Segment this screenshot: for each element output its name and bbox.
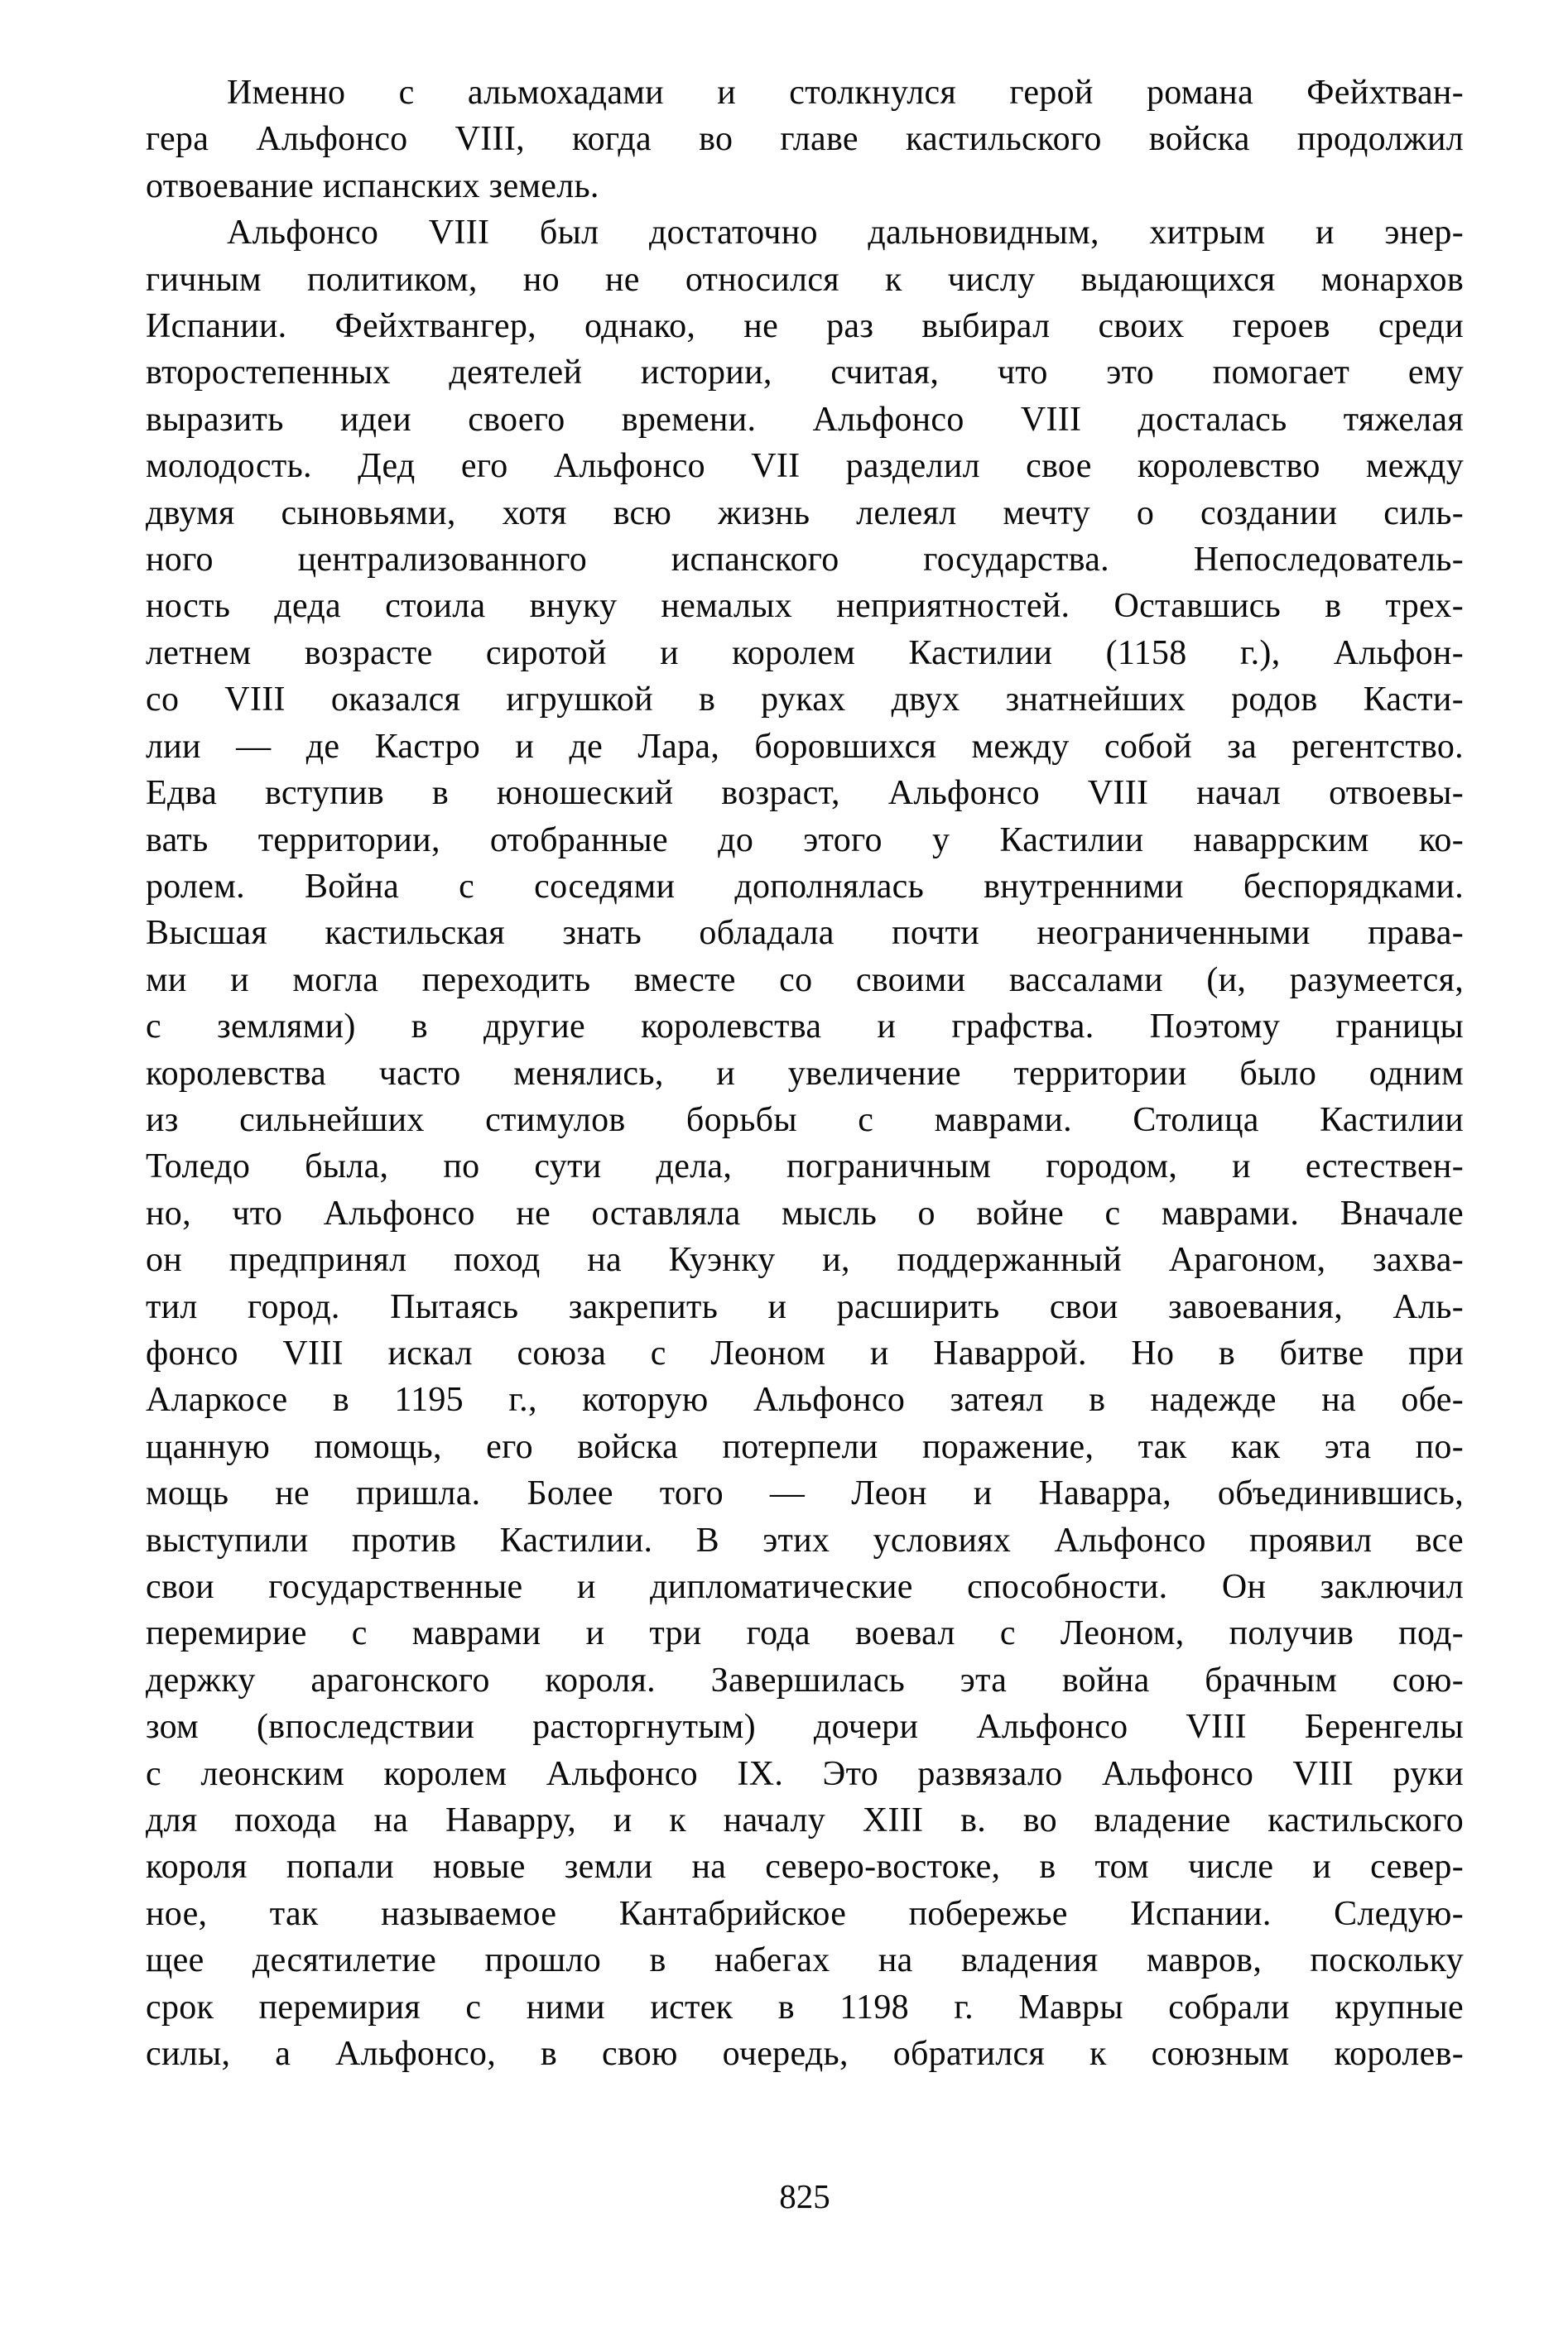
text-line: мощь не пришла. Более того — Леон и Наварра, объединившись, (146, 1474, 1464, 1513)
text-line: тил город. Пытаясь закрепить и расширить свои завоевания, Аль- (146, 1287, 1464, 1326)
text-line: из сильнейших стимулов борьбы с маврами. Столица Кастилии (146, 1100, 1464, 1139)
text-line: королевства часто менялись, и увеличение территории было одним (146, 1054, 1464, 1093)
text-line: второстепенных деятелей истории, считая, что это помогает ему (146, 353, 1464, 392)
text-line: ность деда стоила внуку немалых неприятностей. Оставшись в трех- (146, 587, 1464, 626)
text-line: срок перемирия с ними истек в 1198 г. Мавры собрали крупные (146, 1988, 1464, 2027)
text-line: гичным политиком, но не относился к числу выдающихся монархов (146, 260, 1464, 299)
page-number: 825 (779, 2177, 830, 2215)
text-line: зом (впоследствии расторгнутым) дочери Альфонсо VIII Беренгелы (146, 1708, 1464, 1747)
text-line: ное, так называемое Кантабрийское побережье Испании. Следую- (146, 1894, 1464, 1933)
text-line: щанную помощь, его войска потерпели поражение, так как эта по- (146, 1427, 1464, 1466)
text-line: выступили против Кастилии. В этих условиях Альфонсо проявил все (146, 1521, 1464, 1560)
text-line: ми и могла переходить вместе со своими вассалами (и, разумеется, (146, 960, 1464, 999)
text-line: ролем. Война с соседями дополнялась внутренними беспорядками. (146, 867, 1464, 906)
text-line: выразить идеи своего времени. Альфонсо VIII досталась тяжелая (146, 400, 1464, 439)
text-line: он предпринял поход на Куэнку и, поддержанный Арагоном, захва- (146, 1241, 1464, 1280)
text-line: вать территории, отобранные до этого у Кастилии наваррским ко- (146, 820, 1464, 859)
text-line: перемирие с маврами и три года воевал с Леоном, получив под- (146, 1614, 1464, 1653)
text-line: для похода на Наварру, и к началу XIII в. во владение кастильского (146, 1801, 1464, 1840)
text-line: двумя сыновьями, хотя всю жизнь лелеял мечту о создании силь- (146, 493, 1464, 532)
text-line: свои государственные и дипломатические способности. Он заключил (146, 1568, 1464, 1606)
text-line: силы, а Альфонсо, в свою очередь, обратился к союзным королев- (146, 2035, 1464, 2074)
text-line: ного централизованного испанского государства. Непоследователь- (146, 541, 1464, 579)
text-line: с землями) в другие королевства и графства. Поэтому границы (146, 1007, 1464, 1046)
text-line: Толедо была, по сути дела, пограничным городом, и естествен- (146, 1147, 1464, 1186)
text-line: держку арагонского короля. Завершилась эта война брачным сою- (146, 1661, 1464, 1700)
text-line: со VIII оказался игрушкой в руках двух знатнейших родов Касти- (146, 680, 1464, 719)
text-line: летнем возрасте сиротой и королем Кастилии (1158 г.), Альфон- (146, 633, 1464, 672)
text-line: гера Альфонсо VIII, когда во главе кастильского войска продолжил (146, 120, 1464, 159)
text-line: короля попали новые земли на северо-востоке, в том числе и север- (146, 1848, 1464, 1887)
text-line: Испании. Фейхтвангер, однако, не раз выбирал своих героев среди (146, 307, 1464, 346)
text-line: Альфонсо VIII был достаточно дальновидным, хитрым и энер- (227, 214, 1464, 252)
text-line: молодость. Дед его Альфонсо VII разделил свое королевство между (146, 447, 1464, 486)
text-line: фонсо VIII искал союза с Леоном и Наваррой. Но в битве при (146, 1334, 1464, 1373)
text-line: Именно с альмохадами и столкнулся герой романа Фейхтван- (227, 74, 1464, 112)
text-line: с леонским королем Альфонсо IX. Это развязало Альфонсо VIII руки (146, 1754, 1464, 1793)
text-line: Аларкосе в 1195 г., которую Альфонсо затеял в надежде на обе- (146, 1381, 1464, 1420)
text-line: Высшая кастильская знать обладала почти неограниченными права- (146, 914, 1464, 953)
text-line: отвоевание испанских земель. (146, 166, 599, 205)
text-line: лии — де Кастро и де Лара, боровшихся между собой за регентство. (146, 727, 1464, 766)
text-line: но, что Альфонсо не оставляла мысль о войне с маврами. Вначале (146, 1194, 1464, 1233)
text-line: щее десятилетие прошло в набегах на владения мавров, поскольку (146, 1941, 1464, 1980)
page-text (146, 70, 1464, 2077)
text-line: Едва вступив в юношеский возраст, Альфонсо VIII начал отвоевы- (146, 774, 1464, 813)
